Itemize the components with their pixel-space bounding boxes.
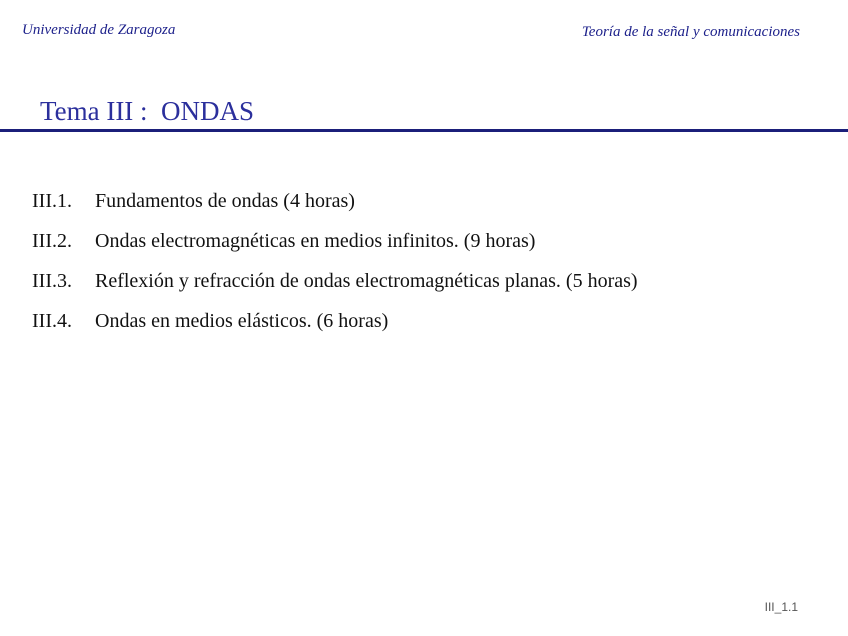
title-divider bbox=[0, 129, 848, 132]
header-course: Teoría de la señal y comunicaciones bbox=[581, 24, 800, 40]
topic-list bbox=[32, 190, 638, 350]
header-institution: Universidad de Zaragoza bbox=[22, 22, 176, 38]
topic-number: III.1. bbox=[32, 190, 72, 212]
topic-number: III.3. bbox=[32, 270, 72, 292]
topic-text: Ondas electromagnéticas en medios infinitos. (9 horas) bbox=[95, 230, 536, 252]
topic-item bbox=[32, 270, 638, 310]
topic-item bbox=[32, 310, 638, 350]
topic-text: Ondas en medios elásticos. (6 horas) bbox=[95, 310, 389, 332]
topic-text: Fundamentos de ondas (4 horas) bbox=[95, 190, 355, 212]
page-number: III_1.1 bbox=[764, 600, 798, 614]
topic-item bbox=[32, 190, 638, 230]
topic-item bbox=[32, 230, 638, 270]
topic-text: Reflexión y refracción de ondas electromagnéticas planas. (5 horas) bbox=[95, 270, 638, 292]
topic-number: III.2. bbox=[32, 230, 72, 252]
page-title: Tema III : ONDAS bbox=[40, 96, 255, 126]
topic-number: III.4. bbox=[32, 310, 72, 332]
